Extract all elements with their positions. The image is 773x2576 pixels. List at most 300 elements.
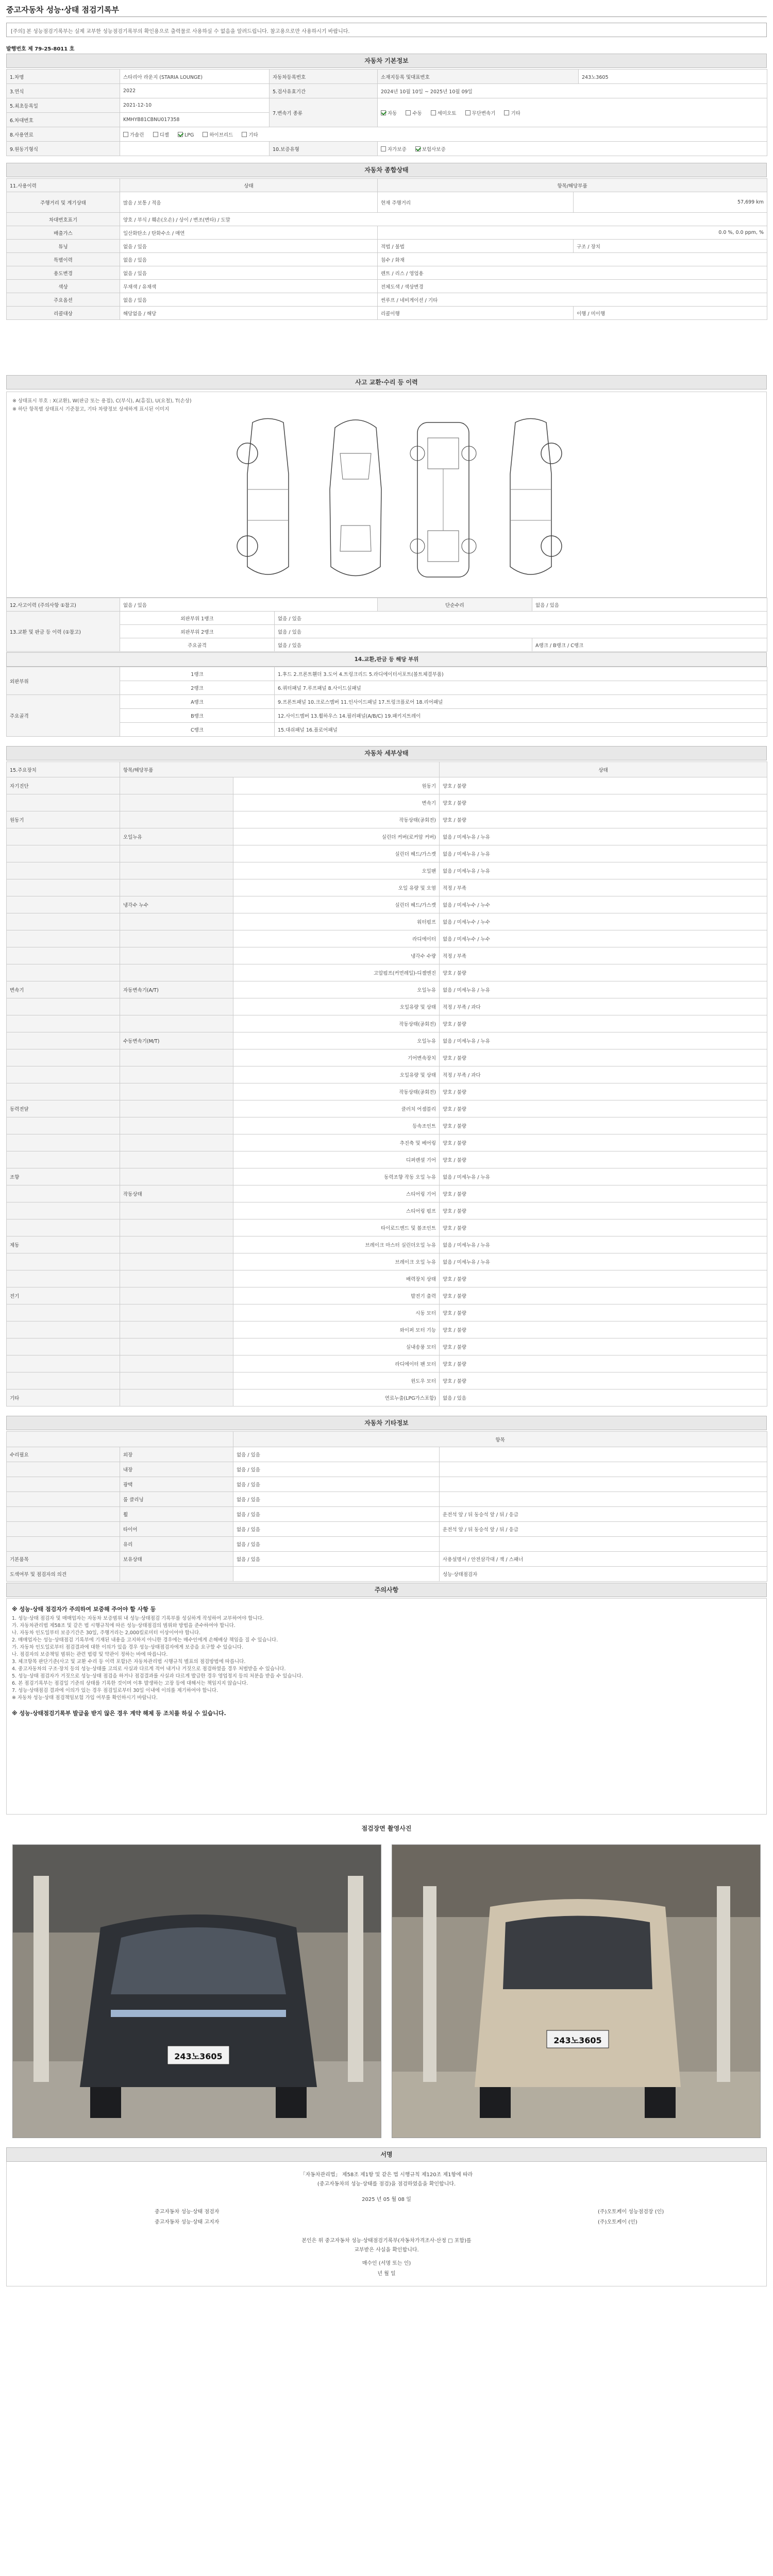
detail-g: 동력전달 — [7, 1100, 120, 1117]
detail-s — [120, 794, 233, 811]
other-ex: 성능·상태점검자 — [440, 1567, 767, 1582]
label-location: 소재지등록 및대표번호 — [378, 70, 579, 84]
detail-row — [7, 1066, 767, 1083]
part-rank-value-1: 6.쿼터패널 7.루프패널 8.사이드실패널 — [275, 681, 767, 695]
detail-item: 오일 유량 및 오염 — [233, 879, 440, 896]
detail-g: 원동기 — [7, 811, 120, 828]
detail-s — [120, 1219, 233, 1236]
detail-row — [7, 811, 767, 828]
confirm-line-1: 본인은 위 중고자동차 성능·상태점검기록부(자동차가격조사·산정 □ 포함)를 — [301, 2238, 472, 2244]
detail-s — [120, 1287, 233, 1304]
detail-state: 없음 / 미세누유 / 누유 — [440, 1032, 767, 1049]
overall-mileage: 57,699 km — [574, 192, 767, 213]
detail-row — [7, 1338, 767, 1355]
other-state — [233, 1567, 440, 1582]
confirm-line-2: 교부받은 사실을 확인합니다. — [354, 2247, 419, 2253]
overall-remark-7: 전체도색 / 색상변경 — [378, 280, 767, 293]
detail-state: 적정 / 부족 — [440, 947, 767, 964]
front-plate-text: 243노3605 — [174, 2052, 223, 2061]
detail-state: 양호 / 불량 — [440, 1185, 767, 1202]
detail-g: 제동 — [7, 1236, 120, 1253]
detail-state: 없음 / 미세누유 / 누유 — [440, 1168, 767, 1185]
detail-g — [7, 1083, 120, 1100]
detail-row — [7, 1168, 767, 1185]
note-line: ※ 자동차 성능·상태 점검책임보험 가입 여부를 확인하시기 바랍니다. — [12, 1695, 158, 1701]
checkbox-diesel — [153, 132, 158, 137]
label-warranty: 10.보증유형 — [270, 142, 378, 156]
detail-g — [7, 1049, 120, 1066]
detail-s: 자동변속기(A/T) — [120, 981, 233, 998]
detail-row — [7, 1185, 767, 1202]
detail-item: 스티어링 기어 — [233, 1185, 440, 1202]
buyer-sign-line: 매수인 (서명 또는 인) — [362, 2261, 411, 2266]
overall-label-5: 특별이력 — [7, 253, 120, 266]
other-ex: 사용설명서 / 안전삼각대 / 잭 / 스패너 — [440, 1552, 767, 1567]
detail-g: 자기진단 — [7, 777, 120, 794]
detail-state: 없음 / 있음 — [440, 1389, 767, 1406]
detail-s — [120, 845, 233, 862]
detail-item: 워터펌프 — [233, 913, 440, 930]
detail-s — [120, 862, 233, 879]
detail-item: 오일유량 및 상태 — [233, 1066, 440, 1083]
detail-item: 연료누출(LPG가스포함) — [233, 1389, 440, 1406]
label-car-name: 1.차명 — [7, 70, 120, 84]
detail-row — [7, 1151, 767, 1168]
detail-item: 오일유량 및 상태 — [233, 998, 440, 1015]
notes-box — [6, 1598, 767, 1815]
detail-item: 배력장치 상태 — [233, 1270, 440, 1287]
detail-g — [7, 947, 120, 964]
detail-state: 양호 / 불량 — [440, 1049, 767, 1066]
detail-g — [7, 1270, 120, 1287]
detail-item: 오일누유 — [233, 981, 440, 998]
value-rank1: 없음 / 있음 — [275, 612, 767, 625]
detail-g: 기타 — [7, 1389, 120, 1406]
detail-g — [7, 1253, 120, 1270]
notifier-value: (주)오토케이 (인) — [598, 2219, 637, 2225]
value-frame: 없음 / 있음 — [275, 638, 532, 652]
detail-g — [7, 879, 120, 896]
overall-label-2: 차대번호표기 — [7, 213, 120, 226]
notes-strong-warning: ※ 성능·상태점검기록부 발급을 받지 않은 경우 계약 해제 등 조치를 하실 수 있습니다. — [12, 1710, 226, 1717]
notes-title: ※ 성능·상태 점검자가 주의하여 보증해 주어야 할 사항 등 — [12, 1606, 156, 1613]
other-row — [7, 1567, 767, 1582]
other-state: 없음 / 있음 — [233, 1447, 440, 1462]
overall-label-1: 주행거리 및 계기상태 — [7, 192, 120, 213]
other-item: 외장 — [120, 1447, 233, 1462]
exchange-parts-table — [6, 667, 767, 737]
checkbox-gasoline — [123, 132, 128, 137]
other-state: 없음 / 있음 — [233, 1522, 440, 1537]
inspection-photo-rear — [392, 1844, 761, 2138]
inspector-label: 중고자동차 성능·상태 점검자 — [155, 2209, 220, 2215]
checkbox-hybrid — [203, 132, 208, 137]
detail-row — [7, 1270, 767, 1287]
overall-label-8: 주요옵션 — [7, 293, 120, 307]
note-line: 7. 성능·상태점검 결과에 이의가 있는 경우 점검일로부터 30일 이내에 이의를 제기하여야 합니다. — [12, 1688, 218, 1693]
detail-g — [7, 1219, 120, 1236]
detail-row — [7, 1219, 767, 1236]
value-accident: 없음 / 있음 — [120, 598, 378, 612]
detail-item: 라디에이터 — [233, 930, 440, 947]
detail-row — [7, 1253, 767, 1270]
detail-item: 클러치 어셈블리 — [233, 1100, 440, 1117]
detail-row — [7, 1304, 767, 1321]
label-rank2: 외판부위 2랭크 — [120, 625, 275, 638]
detail-row — [7, 1100, 767, 1117]
detail-item: 브레이크 오일 누유 — [233, 1253, 440, 1270]
detail-s: 오일누유 — [120, 828, 233, 845]
detail-g — [7, 1134, 120, 1151]
other-row — [7, 1492, 767, 1507]
overall-state-1: 많음 / 보통 / 적음 — [120, 192, 378, 213]
other-ex — [440, 1447, 767, 1462]
detail-g — [7, 862, 120, 879]
detail-row — [7, 1134, 767, 1151]
part-rank-value-4: 15.대쉬패널 16.플로어패널 — [275, 723, 767, 737]
certificate-number: 발행번호 제 79-25-8011 호 — [6, 46, 75, 52]
detail-row — [7, 1083, 767, 1100]
detail-item: 등속조인트 — [233, 1117, 440, 1134]
label-main-frame: 주요골격 — [7, 695, 120, 737]
detail-s — [120, 964, 233, 981]
detail-row — [7, 930, 767, 947]
detail-row — [7, 998, 767, 1015]
checkbox-semi — [431, 110, 436, 115]
detail-s — [120, 1253, 233, 1270]
detail-state: 적정 / 부족 — [440, 879, 767, 896]
other-ex — [440, 1492, 767, 1507]
other-row — [7, 1552, 767, 1567]
transmission-options: 자동 수동 세미오토 무단변속기 기타 — [378, 98, 767, 127]
note-line: 5. 성능·상태 점검자가 거짓으로 성능·상태 점검을 하거나 점검결과를 사실과 다르게 발급한 경우 영업정지 등의 처분을 받을 수 있습니다. — [12, 1673, 304, 1679]
detail-item: 타이로드엔드 및 볼조인트 — [233, 1219, 440, 1236]
note-line: 6. 본 점검기록부는 점검일 기준의 상태를 기록한 것이며 이후 발생하는 고장 등에 대해서는 책임지지 않습니다. — [12, 1681, 248, 1686]
car-right-side-diagram — [495, 412, 567, 587]
label-simple-repair: 단순수리 — [378, 598, 532, 612]
overall-remark-1: 현재 주행거리 — [378, 192, 574, 213]
detail-state: 양호 / 불량 — [440, 1270, 767, 1287]
detail-s — [120, 1355, 233, 1372]
other-state: 없음 / 있음 — [233, 1477, 440, 1492]
detail-s — [120, 1202, 233, 1219]
detail-item: 실린더 헤드/가스켓 — [233, 896, 440, 913]
detail-s: 냉각수 누수 — [120, 896, 233, 913]
detail-s — [120, 947, 233, 964]
detail-state: 양호 / 불량 — [440, 964, 767, 981]
overall-remark-8: 썬루프 / 네비게이션 / 기타 — [378, 293, 767, 307]
detail-g — [7, 1185, 120, 1202]
detail-item: 와이퍼 모터 기능 — [233, 1321, 440, 1338]
detail-item: 작동상태(공회전) — [233, 1015, 440, 1032]
checkbox-self-warranty — [381, 146, 386, 151]
detail-head-state: 상태 — [440, 762, 767, 777]
warranty-options: 자가보증 보험사보증 — [378, 142, 767, 156]
detail-state: 양호 / 불량 — [440, 1287, 767, 1304]
detail-row — [7, 845, 767, 862]
note-line: 4. 중고자동차의 구조·장치 등의 성능·상태를 고의로 사실과 다르게 적어 내거나 거짓으로 점검하였을 경우 처벌받을 수 있습니다. — [12, 1666, 286, 1672]
note-line: 가. 자동차관리법 제58조 및 같은 법 시행규칙에 따른 성능·상태점검의 범위와 방법을 준수하여야 합니다. — [12, 1623, 236, 1629]
detail-item: 오일팬 — [233, 862, 440, 879]
detail-state: 양호 / 불량 — [440, 1134, 767, 1151]
detail-state: 없음 / 미세누유 / 누유 — [440, 828, 767, 845]
checkbox-insurance-warranty — [415, 146, 421, 151]
detail-row — [7, 828, 767, 845]
overall-state-5: 없음 / 있음 — [120, 253, 378, 266]
detail-s — [120, 777, 233, 794]
detail-s — [120, 1015, 233, 1032]
overall-label-4: 튜닝 — [7, 240, 120, 253]
overall-label-6: 용도변경 — [7, 266, 120, 280]
overall-state-3: 일산화탄소 / 탄화수소 / 매연 — [120, 226, 378, 240]
value-engine — [120, 142, 270, 156]
detail-state: 양호 / 불량 — [440, 1372, 767, 1389]
notifier-label: 중고자동차 성능·상태 고지자 — [155, 2219, 220, 2225]
detail-state: 양호 / 불량 — [440, 777, 767, 794]
detail-state: 양호 / 불량 — [440, 1355, 767, 1372]
overall-state-9: 해당없음 / 해당 — [120, 307, 378, 320]
note-line: 2. 매매업자는 성능·상태점검 기록부에 기재된 내용을 고지하지 아니한 경우에는 매수인에게 손해배상 책임을 질 수 있습니다. — [12, 1637, 278, 1643]
detail-s: 수동변속기(M/T) — [120, 1032, 233, 1049]
car-top-diagram — [320, 412, 392, 587]
overall-state-8: 없음 / 있음 — [120, 293, 378, 307]
overall-remark-4: 적법 / 불법 — [378, 240, 574, 253]
detail-state: 없음 / 미세누유 / 누유 — [440, 845, 767, 862]
notes-lines — [12, 1615, 761, 1702]
detail-g — [7, 1304, 120, 1321]
detail-item: 라디에이터 팬 모터 — [233, 1355, 440, 1372]
detail-s — [120, 998, 233, 1015]
detail-g: 전기 — [7, 1287, 120, 1304]
other-item: 타이어 — [120, 1522, 233, 1537]
other-state: 없음 / 있음 — [233, 1552, 440, 1567]
detail-g: 조향 — [7, 1168, 120, 1185]
overall-label-9: 리콜대상 — [7, 307, 120, 320]
other-row — [7, 1507, 767, 1522]
detail-status-table — [6, 761, 767, 1406]
detail-row — [7, 981, 767, 998]
title-divider — [6, 16, 767, 17]
overall-label-7: 색상 — [7, 280, 120, 293]
detail-state: 없음 / 미세누유 / 누유 — [440, 862, 767, 879]
detail-g — [7, 896, 120, 913]
note-line: 가. 자동차 인도일로부터 점검결과에 대한 이의가 있을 경우 성능·상태점검자에게 보증을 요구할 수 있습니다. — [12, 1645, 244, 1650]
other-ex — [440, 1537, 767, 1552]
section-damage-header: 사고 교환·수리 등 이력 — [6, 375, 767, 389]
detail-state: 양호 / 불량 — [440, 1304, 767, 1321]
detail-g — [7, 1338, 120, 1355]
other-info-table — [6, 1431, 767, 1582]
detail-state: 양호 / 불량 — [440, 1219, 767, 1236]
detail-state: 양호 / 불량 — [440, 1117, 767, 1134]
other-item: 보유상태 — [120, 1552, 233, 1567]
signature-date: 2025 년 05 월 08 일 — [362, 2197, 411, 2202]
detail-s: 작동상태 — [120, 1185, 233, 1202]
note-line: 나. 점검자의 보증책임 범위는 관련 법령 및 약관이 정하는 바에 따릅니다. — [12, 1652, 168, 1657]
detail-state: 없음 / 미세누수 / 누수 — [440, 896, 767, 913]
car-frame-diagram — [407, 412, 479, 587]
part-rank-value-0: 1.후드 2.프론트휀더 3.도어 4.트렁크리드 5.라디에이터서포트(볼트체결부품) — [275, 667, 767, 681]
other-row — [7, 1522, 767, 1537]
checkbox-cvt — [465, 110, 470, 115]
overall-col-state: 상태 — [120, 179, 378, 192]
other-head-blank — [7, 1432, 233, 1447]
part-rank-label-1: 2랭크 — [120, 681, 275, 695]
other-g — [7, 1462, 120, 1477]
value-first-reg: 2021-12-10 — [120, 98, 270, 113]
label-year: 3.연식 — [7, 84, 120, 98]
part-rank-label-0: 1랭크 — [120, 667, 275, 681]
detail-state: 없음 / 미세누유 / 누유 — [440, 981, 767, 998]
detail-row — [7, 1202, 767, 1219]
other-head-item: 항목 — [233, 1432, 767, 1447]
detail-state: 양호 / 불량 — [440, 1083, 767, 1100]
other-item: 휠 — [120, 1507, 233, 1522]
detail-s — [120, 1270, 233, 1287]
detail-row — [7, 777, 767, 794]
other-g — [7, 1477, 120, 1492]
detail-row — [7, 794, 767, 811]
basic-info-table — [6, 69, 767, 156]
detail-state: 양호 / 불량 — [440, 1100, 767, 1117]
detail-g — [7, 1032, 120, 1049]
signature-line-1: 「자동차관리법」 제58조 제1항 및 같은 법 시행규칙 제120조 제1항에 따라 — [300, 2172, 473, 2178]
note-line: 3. 체크항목 판단기준(사고 및 교환 수리 등 이력 포함)은 자동차관리법 시행규칙 별표의 점검방법에 따릅니다. — [12, 1659, 246, 1665]
part-rank-label-2: A랭크 — [120, 695, 275, 709]
detail-row — [7, 1236, 767, 1253]
other-g — [7, 1492, 120, 1507]
other-g: 수리필요 — [7, 1447, 120, 1462]
value-validity: 2024년 10월 10일 ~ 2025년 10월 09일 — [378, 84, 767, 98]
detail-state: 없음 / 미세누수 / 누수 — [440, 930, 767, 947]
other-ex: 운전석 앞 / 뒤 동승석 앞 / 뒤 / 응급 — [440, 1507, 767, 1522]
other-item: 광택 — [120, 1477, 233, 1492]
detail-g — [7, 930, 120, 947]
overall-label-3: 배출가스 — [7, 226, 120, 240]
checkbox-other-trans — [504, 110, 509, 115]
detail-row — [7, 896, 767, 913]
detail-g — [7, 1066, 120, 1083]
detail-s — [120, 913, 233, 930]
damage-legend-2: ※ 하단 항목별 상태표시 기준참고, 기타 차량정보 상세하게 표시된 이미지 — [12, 406, 170, 412]
checkbox-auto — [381, 110, 386, 115]
part-rank-label-4: C랭크 — [120, 723, 275, 737]
detail-item: 발전기 출력 — [233, 1287, 440, 1304]
value-simple-repair: 없음 / 있음 — [532, 598, 767, 612]
section-basic-header: 자동차 기본정보 — [6, 54, 767, 68]
other-g — [7, 1537, 120, 1552]
other-state: 없음 / 있음 — [233, 1492, 440, 1507]
detail-item: 디퍼렌셜 기어 — [233, 1151, 440, 1168]
other-state: 없음 / 있음 — [233, 1537, 440, 1552]
detail-row — [7, 1389, 767, 1406]
detail-s — [120, 811, 233, 828]
detail-s — [120, 1117, 233, 1134]
detail-s — [120, 1389, 233, 1406]
detail-s — [120, 1236, 233, 1253]
inspection-photo-front — [12, 1844, 381, 2138]
detail-item: 변속기 — [233, 794, 440, 811]
overall-state-2: 양호 / 부식 / 훼손(오손) / 상이 / 변조(변타) / 도말 — [120, 213, 767, 226]
detail-item: 스티어링 펌프 — [233, 1202, 440, 1219]
detail-s — [120, 930, 233, 947]
overall-label-0: 11.사용이력 — [7, 179, 120, 192]
detail-item: 실린더 헤드/가스켓 — [233, 845, 440, 862]
detail-state: 적정 / 부족 / 과다 — [440, 998, 767, 1015]
other-g: 도색여부 및 점검자의 의견 — [7, 1567, 120, 1582]
detail-item: 원동기 — [233, 777, 440, 794]
detail-s — [120, 1100, 233, 1117]
section-signature-header: 서명 — [6, 2147, 767, 2162]
overall-state-4: 없음 / 있음 — [120, 240, 378, 253]
detail-s — [120, 1338, 233, 1355]
detail-g — [7, 913, 120, 930]
other-item: 내장 — [120, 1462, 233, 1477]
detail-row — [7, 1355, 767, 1372]
label-frame: 주요골격 — [120, 638, 275, 652]
detail-s — [120, 1134, 233, 1151]
overall-remark-6: 렌트 / 리스 / 영업용 — [378, 266, 767, 280]
section-overall-header: 자동차 종합상태 — [6, 163, 767, 177]
checkbox-manual — [406, 110, 411, 115]
detail-item: 냉각수 수량 — [233, 947, 440, 964]
detail-row — [7, 913, 767, 930]
detail-state: 없음 / 미세누유 / 누유 — [440, 1253, 767, 1270]
detail-row — [7, 1321, 767, 1338]
overall-remark-9: 리콜이행 — [378, 307, 574, 320]
detail-state: 양호 / 불량 — [440, 1015, 767, 1032]
overall-state-7: 무채색 / 유채색 — [120, 280, 378, 293]
detail-state: 양호 / 불량 — [440, 1151, 767, 1168]
detail-g: 변속기 — [7, 981, 120, 998]
other-ex: 운전석 앞 / 뒤 동승석 앞 / 뒤 / 응급 — [440, 1522, 767, 1537]
detail-s — [120, 1151, 233, 1168]
section-detail-header: 자동차 세부상태 — [6, 746, 767, 760]
detail-state: 양호 / 불량 — [440, 1202, 767, 1219]
detail-row — [7, 1015, 767, 1032]
label-transmission: 7.변속기 종류 — [270, 98, 378, 127]
detail-row — [7, 964, 767, 981]
label-validity: 5.검사유효기간 — [270, 84, 378, 98]
document-title: 중고자동차 성능·상태 점검기록부 — [6, 5, 120, 14]
other-g — [7, 1507, 120, 1522]
detail-s — [120, 1049, 233, 1066]
value-vin: KMHYB81CBNU017358 — [120, 113, 270, 127]
detail-state: 없음 / 미세누유 / 누유 — [440, 1236, 767, 1253]
other-row — [7, 1477, 767, 1492]
detail-s — [120, 1066, 233, 1083]
detail-state: 양호 / 불량 — [440, 1321, 767, 1338]
part-rank-label-3: B랭크 — [120, 709, 275, 723]
detail-head-group: 15.주요장치 — [7, 762, 120, 777]
detail-item: 시동 모터 — [233, 1304, 440, 1321]
detail-item: 추진축 및 베어링 — [233, 1134, 440, 1151]
detail-row — [7, 862, 767, 879]
label-fuel: 8.사용연료 — [7, 127, 120, 142]
detail-row — [7, 947, 767, 964]
note-line: 1. 성능·상태 점검자 및 매매업자는 자동차 보증범위 내 성능·상태점검 기록부를 성실하게 작성하여 교부하여야 합니다. — [12, 1616, 264, 1621]
label-outer-panels: 외판부위 — [7, 667, 120, 695]
label-rank1: 외판부위 1랭크 — [120, 612, 275, 625]
overall-remark-5: 침수 / 화재 — [378, 253, 767, 266]
rear-plate-text: 243노3605 — [553, 2036, 602, 2045]
other-row — [7, 1537, 767, 1552]
value-year: 2022 — [120, 84, 270, 98]
detail-state: 양호 / 불량 — [440, 1338, 767, 1355]
checkbox-other-fuel — [242, 132, 247, 137]
other-row — [7, 1447, 767, 1462]
other-ex — [440, 1477, 767, 1492]
